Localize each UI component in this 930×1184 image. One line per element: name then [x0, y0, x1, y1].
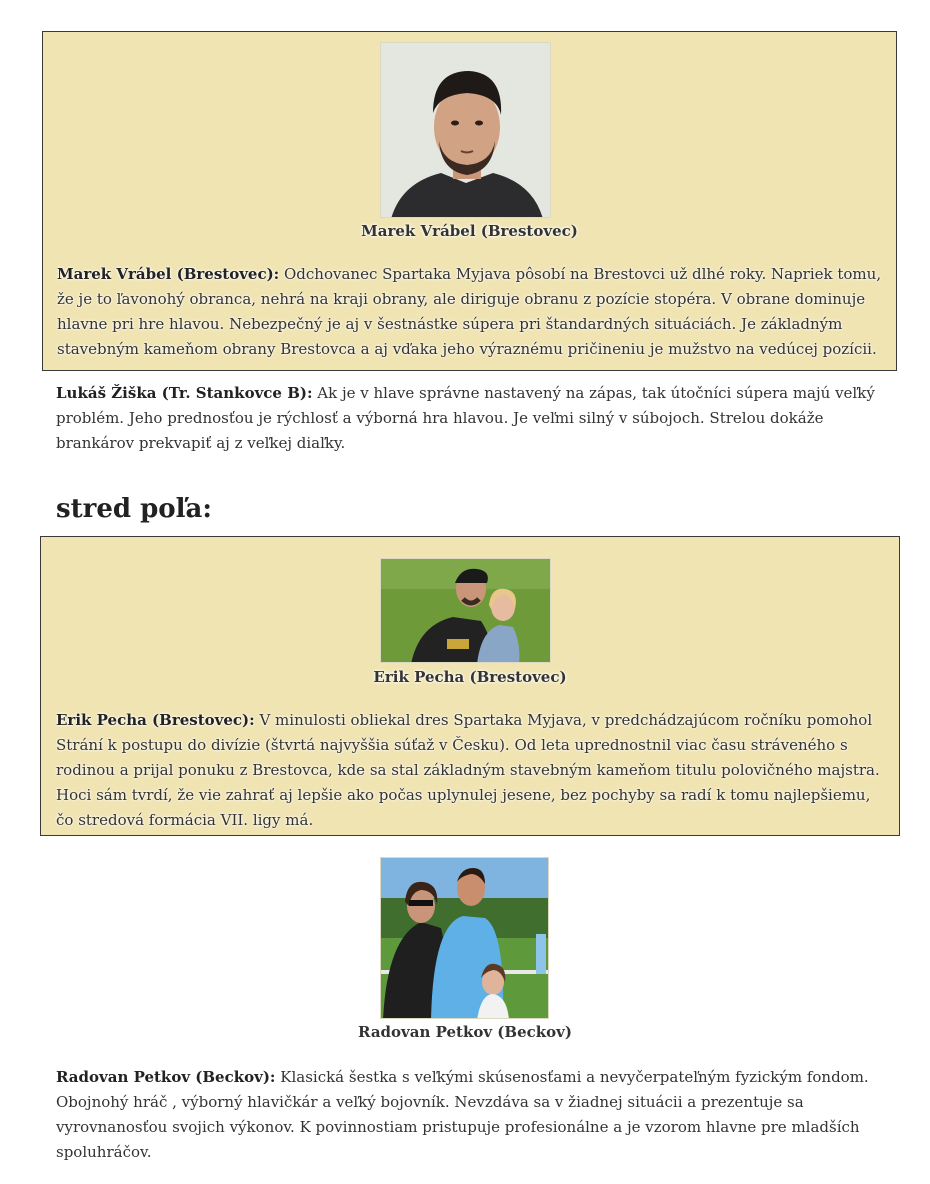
section-heading-midfield: stred poľa: — [56, 494, 212, 524]
family-illustration — [381, 858, 549, 1019]
photo-caption: Erik Pecha (Brestovec) — [373, 668, 567, 686]
player-description — [56, 708, 888, 833]
player-with-child-photo — [380, 558, 551, 663]
player-text: Klasická šestka s veľkými skúsenosťami a nevyčerpateľným fyzickým fondom. Obojnohý hráč , výborný hlavičkár a veľký bojovník. Nevzdáva sa v žiadnej situácii a prezentuje sa vyrovnanosťou svojich výkonov. K povinnostiam pristupuje profesionálne a je vzorom hlavne pre mladších spoluhráčov. — [56, 1068, 869, 1161]
player-card-marek-vrabel — [42, 31, 897, 371]
player-name: Marek Vrábel (Brestovec): — [57, 265, 280, 283]
player-name: Erik Pecha (Brestovec): — [56, 711, 255, 729]
family-photo — [380, 857, 549, 1019]
player-description-radovan-petkov — [56, 1065, 886, 1165]
player-text: V minulosti obliekal dres Spartaka Myjava, v predchádzajúcom ročníku pomohol Strání k postupu do divízie (štvrtá najvyššia súťaž v Česku). Od leta uprednostnil viac času stráveného s rodinou a prijal ponuku z Brestovca, kde sa stal základným stavebným kameňom titulu polovičného majstra. Hoci sám tvrdí, že vie zahrať aj lepšie ako počas uplynulej jesene, bez pochyby sa radí k tomu najlepšiemu, čo stredová formácia VII. ligy má. — [56, 711, 880, 829]
player-with-child-illustration — [381, 559, 551, 663]
portrait-photo — [380, 42, 551, 218]
player-name: Lukáš Žiška (Tr. Stankovce B): — [56, 384, 313, 402]
player-name: Radovan Petkov (Beckov): — [56, 1068, 276, 1086]
photo-caption: Radovan Petkov (Beckov) — [358, 1023, 572, 1041]
player-description-lukas-ziska — [56, 381, 886, 456]
player-text: Odchovanec Spartaka Myjava pôsobí na Brestovci už dlhé roky. Napriek tomu, že je to ľavonohý obranca, nehrá na kraji obrany, ale diriguje obranu z pozície stopéra. V obrane dominuje hlavne pri hre hlavou. Nebezpečný je aj v šestnástke súpera pri štandardných situáciách. Je základným stavebným kameňom obrany Brestovca a aj vďaka jeho výraznému pričineniu je mužstvo na vedúcej pozícii. — [57, 265, 882, 358]
photo-caption: Marek Vrábel (Brestovec) — [361, 222, 578, 240]
player-text: Ak je v hlave správne nastavený na zápas, tak útočníci súpera majú veľký problém. Jeho prednosťou je rýchlosť a výborná hra hlavou. Je veľmi silný v súbojoch. Strelou dokáže brankárov prekvapiť aj z veľkej diaľky. — [56, 384, 875, 452]
player-card-erik-pecha — [40, 536, 900, 836]
portrait-illustration — [381, 43, 551, 218]
player-description — [57, 262, 887, 362]
